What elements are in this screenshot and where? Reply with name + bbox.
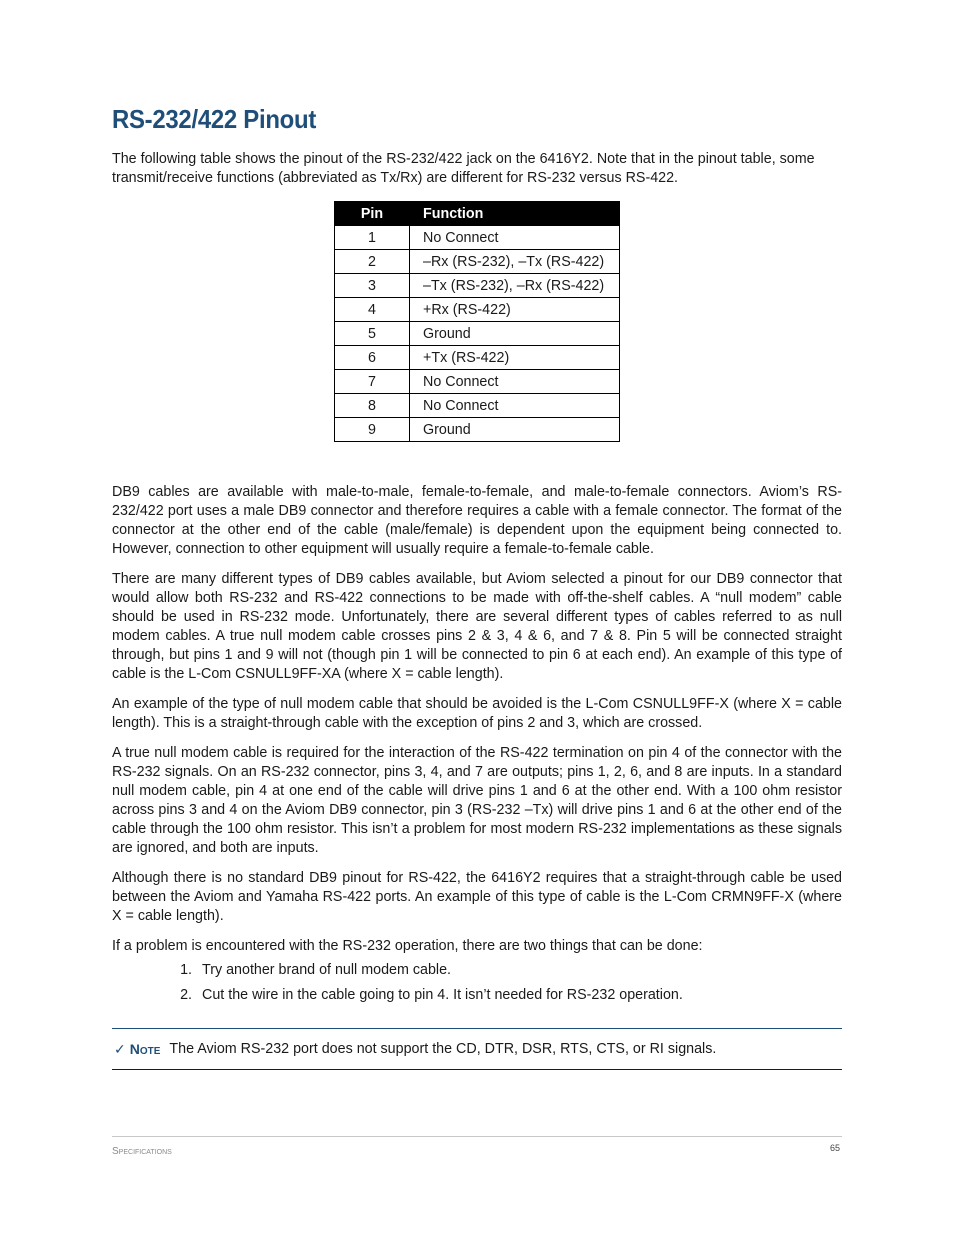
table-row <box>335 274 620 298</box>
paragraph-null-modem: There are many different types of DB9 cables available, but Aviom selected a pinout for our DB9 connector that would allow both RS-232 and RS-422 connections to be made with off-the-shelf cables. A “null modem” cable should be used in RS-232 mode. Unfortunately, there are several different types of cables referred to as null modem cables. A true null modem cable crosses pins 2 & 3, 4 & 6, and 7 & 8. Pin 5 will be connected straight through, but pins 1 and 9 will not (though pin 1 will be connected to pin 6 at each end). An example of this type of cable is the L-Com CSNULL9FF-XA (where X = cable length). <box>112 571 842 682</box>
column-header-function: Function <box>410 202 620 226</box>
function-cell: –Rx (RS-232), –Tx (RS-422) <box>410 250 620 274</box>
pin-cell: 8 <box>335 394 410 418</box>
footer-section-name: Specifications <box>112 1146 172 1157</box>
table-row <box>335 394 620 418</box>
pin-cell: 2 <box>335 250 410 274</box>
note-text: The Aviom RS-232 port does not support the CD, DTR, DSR, RTS, CTS, or RI signals. <box>169 1041 717 1057</box>
function-cell: Ground <box>410 418 620 442</box>
page-footer <box>112 1136 842 1157</box>
function-cell: –Tx (RS-232), –Rx (RS-422) <box>410 274 620 298</box>
function-cell: Ground <box>410 322 620 346</box>
pin-cell: 3 <box>335 274 410 298</box>
function-cell: +Tx (RS-422) <box>410 346 620 370</box>
troubleshooting-list <box>112 961 842 1005</box>
pin-cell: 6 <box>335 346 410 370</box>
paragraph-db9-cables: DB9 cables are available with male-to-male, female-to-female, and male-to-female connectors. Aviom’s RS-232/422 port uses a male DB9 connector and therefore requires a cable with a female connector. The format of the connector at the other end of the cable (male/female) is dependent upon the equipment being connected to. However, connection to other equipment will usually require a female-to-female cable. <box>112 484 842 557</box>
body-text <box>112 483 842 1011</box>
function-cell: +Rx (RS-422) <box>410 298 620 322</box>
table-row <box>335 346 620 370</box>
intro-paragraph: The following table shows the pinout of the RS-232/422 jack on the 6416Y2. Note that in the pinout table, some transmit/receive functions (abbreviated as Tx/Rx) are different for RS-232 versus RS-422. <box>112 151 815 186</box>
paragraph-troubleshooting: If a problem is encountered with the RS-232 operation, there are two things that can be done: <box>112 938 703 954</box>
table-header-row <box>335 202 620 226</box>
note-box <box>112 1028 842 1070</box>
list-item: 1. Try another brand of null modem cable. <box>196 961 842 980</box>
pin-cell: 9 <box>335 418 410 442</box>
paragraph-avoid-cable: An example of the type of null modem cable that should be avoided is the L-Com CSNULL9FF-X (where X = cable length). This is a straight-through cable with the exception of pins 2 and 3, which are crossed. <box>112 696 842 731</box>
function-cell: No Connect <box>410 226 620 250</box>
list-item: 2. Cut the wire in the cable going to pin 4. It isn’t needed for RS-232 operation. <box>196 986 842 1005</box>
table-row <box>335 226 620 250</box>
pin-cell: 4 <box>335 298 410 322</box>
table-row <box>335 250 620 274</box>
function-cell: No Connect <box>410 394 620 418</box>
page-title: RS-232/422 Pinout <box>112 104 317 134</box>
pin-cell: 7 <box>335 370 410 394</box>
page-number: 65 <box>829 1143 840 1153</box>
table-row <box>335 298 620 322</box>
table-row <box>335 418 620 442</box>
table-row <box>335 322 620 346</box>
pin-cell: 1 <box>335 226 410 250</box>
column-header-pin: Pin <box>335 202 410 226</box>
paragraph-rs422-termination: A true null modem cable is required for the interaction of the RS-422 termination on pin 4 of the connector with the RS-232 signals. On an RS-232 connector, pins 3, 4, and 7 are outputs; pins 1, 2, 6, and 8 are inputs. In a standard null modem cable, pin 4 at one end of the cable will drive pins 1 and 6 at the other end. With a 100 ohm resistor across pins 3 and 4 on the Aviom DB9 connector, pin 3 (RS-232 –Tx) will drive pins 1 and 6 at the other end of the cable through the 100 ohm resistor. This isn’t a problem for most modern RS-232 implementations as these signals are ignored, and both are inputs. <box>112 745 842 856</box>
table-row <box>335 370 620 394</box>
function-cell: No Connect <box>410 370 620 394</box>
paragraph-rs422-pinout: Although there is no standard DB9 pinout for RS-422, the 6416Y2 requires that a straight-through cable be used between the Aviom and Yamaha RS-422 ports. An example of this type of cable is the L-Com CRMN9FF-X (where X = cable length). <box>112 870 842 924</box>
pinout-table <box>334 201 620 442</box>
pin-cell: 5 <box>335 322 410 346</box>
check-icon: ✓ <box>114 1040 126 1057</box>
note-label: Note <box>129 1041 161 1057</box>
